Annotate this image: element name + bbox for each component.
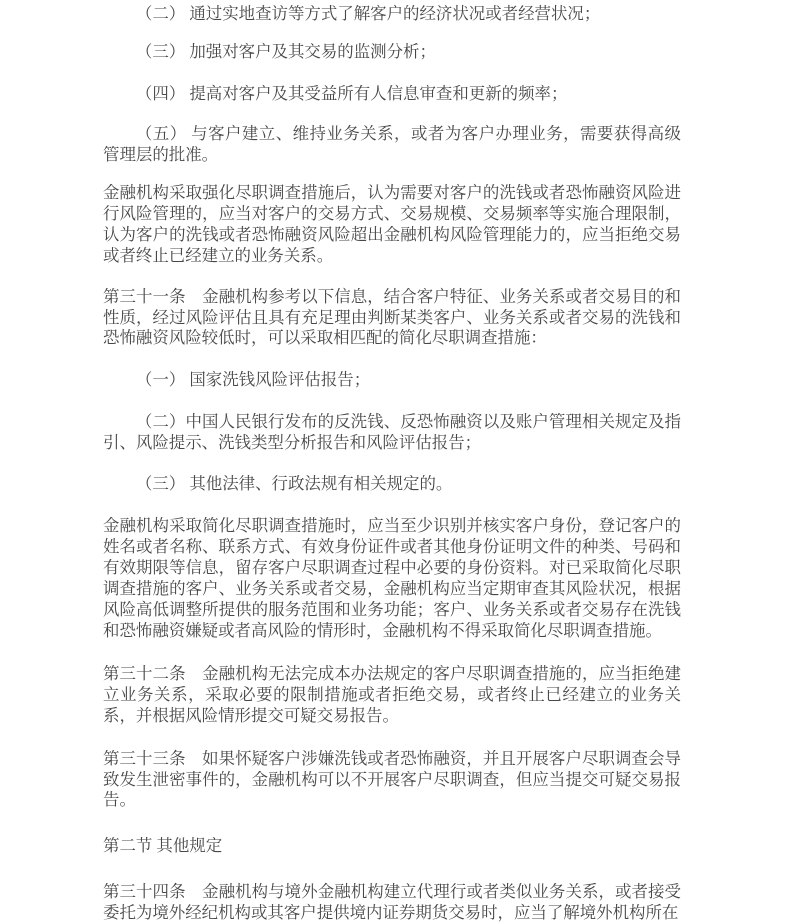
list-item-2b: （二）中国人民银行发布的反洗钱、反恐怖融资以及账户管理相关规定及指引、风险提示、洗钱类型分析报告和风险评估报告； <box>103 411 681 452</box>
list-item-3b: （三） 其他法律、行政法规有相关规定的。 <box>135 474 453 494</box>
list-item-3: （三） 加强对客户及其交易的监测分析； <box>135 42 436 62</box>
article-33: 第三十三条 如果怀疑客户涉嫌洗钱或者恐怖融资，并且开展客户尽职调查会导致发生泄密事件的，金融机构可以不开展客户尽职调查，但应当提交可疑交易报告。 <box>103 748 681 810</box>
article-31: 第三十一条 金融机构参考以下信息，结合客户特征、业务关系或者交易目的和性质，经过风险评估且具有充足理由判断某类客户、业务关系或者交易的洗钱和恐怖融资风险较低时，可以采取相匹配的简化尽职调查措施： <box>103 286 681 348</box>
list-item-4: （四） 提高对客户及其受益所有人信息审查和更新的频率； <box>135 84 568 104</box>
article-32: 第三十二条 金融机构无法完成本办法规定的客户尽职调查措施的，应当拒绝建立业务关系，采取必要的限制措施或者拒绝交易，或者终止已经建立的业务关系，并根据风险情形提交可疑交易报告。 <box>103 664 681 726</box>
paragraph: 金融机构采取简化尽职调查措施时，应当至少识别并核实客户身份，登记客户的姓名或者名称、联系方式、有效身份证件或者其他身份证明文件的种类、号码和有效期限等信息，留存客户尽职调查过程中必要的身份资料。对已采取简化尽职调查措施的客户、业务关系或者交易，金融机构应当定期审查其风险状况，根据风险高低调整所提供的服务范围和业务功能；客户、业务关系或者交易存在洗钱和恐怖融资嫌疑或者高风险的情形时，金融机构不得采取简化尽职调查措施。 <box>103 516 681 640</box>
article-34: 第三十四条 金融机构与境外金融机构建立代理行或者类似业务关系，或者接受委托为境外经纪机构或其客户提供境内证券期货交易时，应当了解境外机构所在 <box>103 881 681 922</box>
section-heading: 第二节 其他规定 <box>103 835 223 855</box>
list-item-5: （五） 与客户建立、维持业务关系，或者为客户办理业务，需要获得高级管理层的批准。 <box>103 124 681 165</box>
list-item-2: （二） 通过实地查访等方式了解客户的经济状况或者经营状况； <box>135 3 601 23</box>
paragraph: 金融机构采取强化尽职调查措施后，认为需要对客户的洗钱或者恐怖融资风险进行风险管理的，应当对客户的交易方式、交易规模、交易频率等实施合理限制，认为客户的洗钱或者恐怖融资风险超出金融机构风险管理能力的，应当拒绝交易或者终止已经建立的业务关系。 <box>103 183 681 265</box>
list-item-1: （一） 国家洗钱风险评估报告； <box>135 369 371 389</box>
